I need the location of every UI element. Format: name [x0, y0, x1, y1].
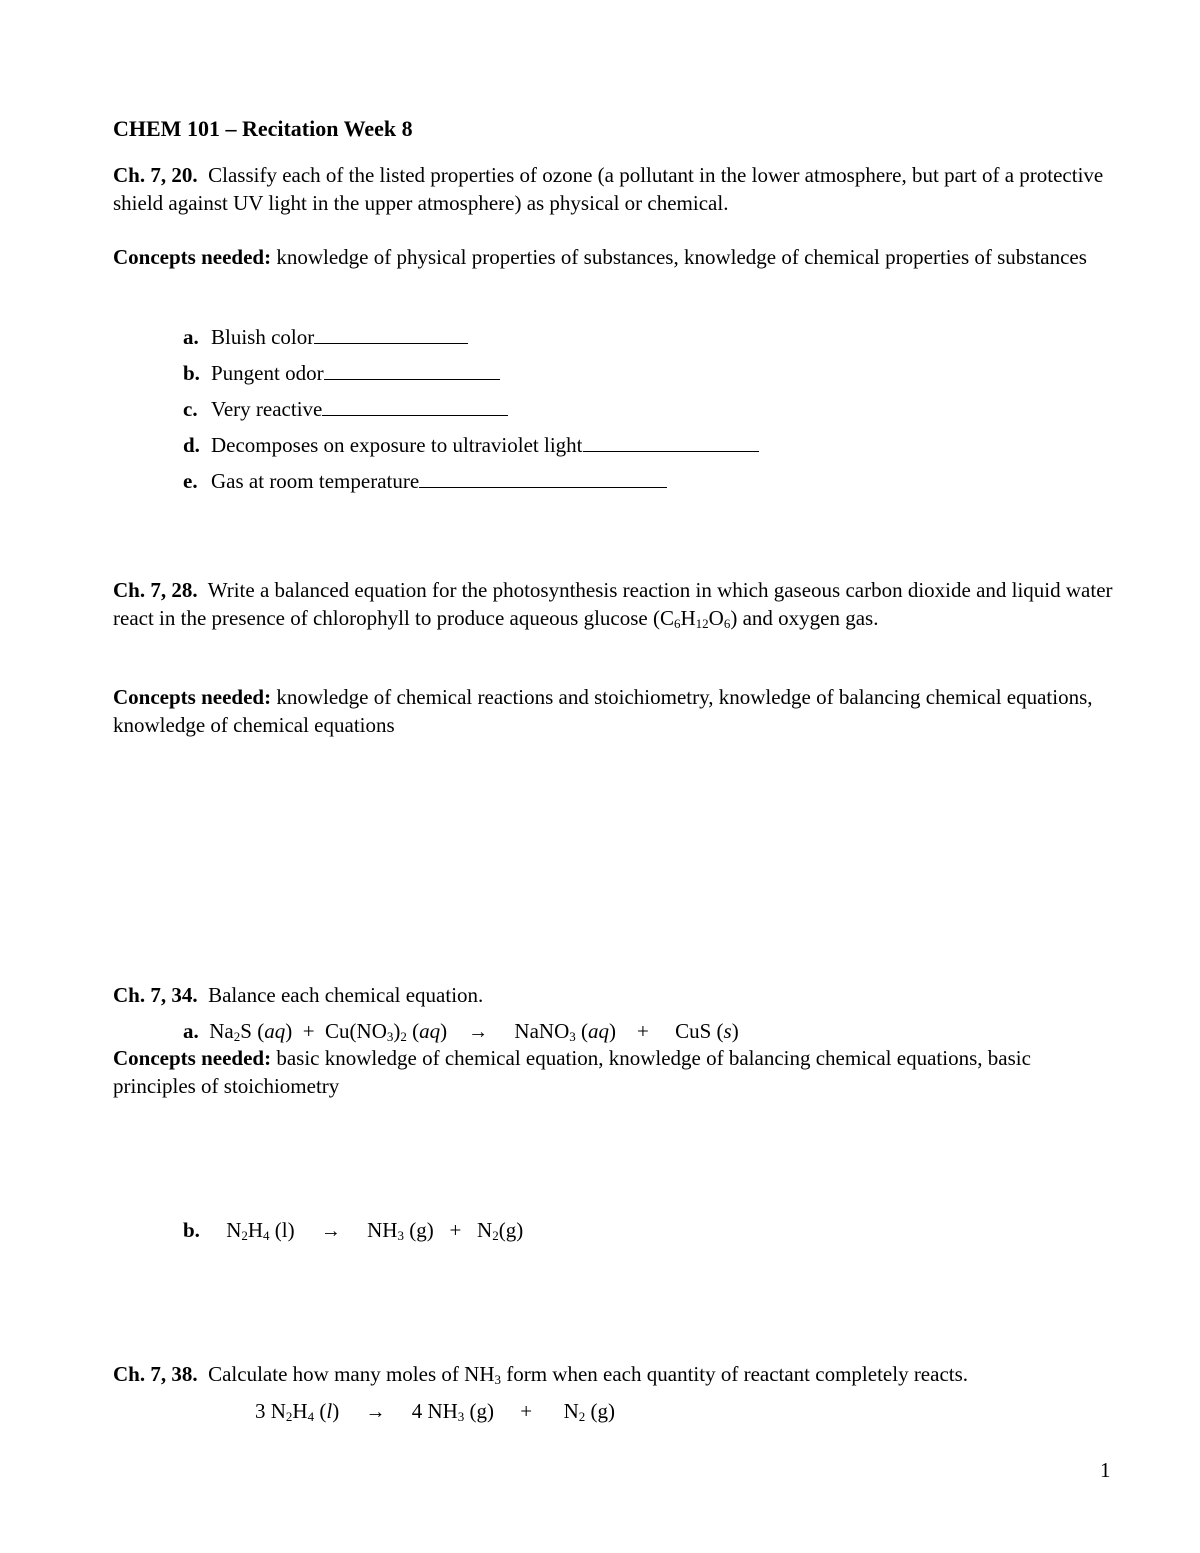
- item-label: b.: [183, 361, 200, 385]
- product-formula: $N_2$: [563, 1399, 586, 1424]
- question-prompt: Balance each chemical equation.: [208, 983, 484, 1007]
- reactant-formula: $N_2H_4$: [226, 1218, 270, 1243]
- item-text: Bluish color: [211, 325, 315, 349]
- state-label: (g): [590, 1399, 616, 1423]
- plus-sign: +: [449, 1218, 462, 1242]
- item-label: a.: [183, 325, 199, 349]
- item-label: c.: [183, 397, 198, 421]
- page-title: CHEM 101 – Recitation Week 8: [113, 116, 413, 141]
- product-formula: NaNO$_3$: [514, 1019, 576, 1044]
- state-label: (g): [498, 1218, 524, 1242]
- product-formula: 4 $NH_3$: [411, 1399, 465, 1424]
- reaction-arrow-icon: →: [320, 1220, 341, 1242]
- concepts-7-28: [113, 683, 1113, 739]
- equation-7-38: 3 $N_2H_4$ (l) → 4 $NH_3$ (g) + $N_2$ (g): [255, 1399, 616, 1424]
- answer-blank[interactable]: [324, 363, 500, 380]
- property-item-a: [183, 323, 468, 351]
- question-label: Ch. 7, 28.: [113, 578, 198, 602]
- equation-label: b.: [183, 1218, 200, 1242]
- property-item-c: [183, 395, 508, 423]
- question-prompt-end: ) and oxygen gas.: [730, 606, 879, 630]
- question-prompt: Classify each of the listed properties of ozone (a pollutant in the lower atmosphere, but part of a protective shield against UV light in the upper atmosphere) as physical or chemical.: [113, 163, 1104, 215]
- concepts-text: basic knowledge of chemical equation, knowledge of balancing chemical equations, basic principles of stoichiometry: [113, 1046, 1031, 1098]
- equation-a: a. $Na_2S$ $(aq) + Cu(NO_3)_2$ (aq) → NaNO$_3$ (aq) + CuS (s): [183, 1019, 739, 1044]
- question-7-34: [113, 981, 483, 1009]
- plus-sign: +: [302, 1019, 315, 1043]
- item-label: d.: [183, 433, 200, 457]
- product-formula: $N_2$: [477, 1218, 499, 1243]
- reactant-formula: $Cu(NO_3)_2$: [325, 1019, 407, 1044]
- glucose-formula: $C_6H_{12}O_6$: [659, 606, 731, 631]
- property-item-d: [183, 431, 759, 459]
- property-item-b: [183, 359, 500, 387]
- state-label: (g): [409, 1218, 434, 1242]
- state-label: (g): [469, 1399, 495, 1423]
- page-number: 1: [1100, 1458, 1111, 1482]
- property-item-e: [183, 467, 667, 495]
- item-text: Very reactive: [211, 397, 323, 421]
- reaction-arrow-icon: →: [468, 1021, 489, 1043]
- concepts-label: Concepts needed:: [113, 685, 272, 709]
- state-label: s: [723, 1019, 732, 1043]
- state-label: (l): [274, 1218, 295, 1242]
- question-7-20: [113, 161, 1113, 217]
- concepts-text: knowledge of physical properties of substances, knowledge of chemical properties of substances: [276, 245, 1087, 269]
- question-label: Ch. 7, 38.: [113, 1362, 198, 1386]
- question-prompt-start: Calculate how many moles of: [208, 1362, 465, 1386]
- concepts-7-34: [113, 1044, 1113, 1100]
- item-text: Decomposes on exposure to ultraviolet light: [211, 433, 583, 457]
- state-label: l: [326, 1399, 333, 1423]
- ammonia-formula: $NH_3$: [464, 1362, 501, 1387]
- item-text: Gas at room temperature: [211, 469, 420, 493]
- reactant-formula: 3 $N_2H_4$: [255, 1399, 315, 1424]
- concepts-label: Concepts needed:: [113, 1046, 272, 1070]
- concepts-label: Concepts needed:: [113, 245, 272, 269]
- equation-label: a.: [183, 1019, 199, 1043]
- question-label: Ch. 7, 20.: [113, 163, 198, 187]
- equation-b: [183, 1216, 523, 1245]
- product-formula: CuS: [675, 1019, 712, 1043]
- state-label: aq: [264, 1019, 286, 1043]
- item-text: Pungent odor: [211, 361, 324, 385]
- state-label: aq: [587, 1019, 609, 1043]
- answer-blank[interactable]: [419, 471, 667, 488]
- question-prompt-start: Write a balanced equation for the photosynthesis reaction in which gaseous carbon dioxide and liquid water react in the presence of chlorophyll to produce aqueous glucose (: [113, 578, 1113, 630]
- product-formula: $NH_3$: [367, 1218, 404, 1243]
- question-label: Ch. 7, 34.: [113, 983, 198, 1007]
- answer-blank[interactable]: [322, 399, 508, 416]
- question-7-38: [113, 1360, 968, 1388]
- reactant-formula: $Na_2S$: [209, 1019, 252, 1044]
- plus-sign: +: [520, 1399, 533, 1423]
- plus-sign: +: [636, 1019, 649, 1043]
- reaction-arrow-icon: →: [365, 1401, 386, 1423]
- concepts-7-20: [113, 243, 1113, 271]
- concepts-text: knowledge of chemical reactions and stoichiometry, knowledge of balancing chemical equations, knowledge of chemical equations: [113, 685, 1093, 737]
- question-prompt-end: form when each quantity of reactant completely reacts.: [500, 1362, 969, 1386]
- answer-blank[interactable]: [583, 435, 759, 452]
- state-label: aq: [419, 1019, 441, 1043]
- item-label: e.: [183, 469, 198, 493]
- answer-blank[interactable]: [314, 327, 468, 344]
- question-7-28: [113, 576, 1113, 632]
